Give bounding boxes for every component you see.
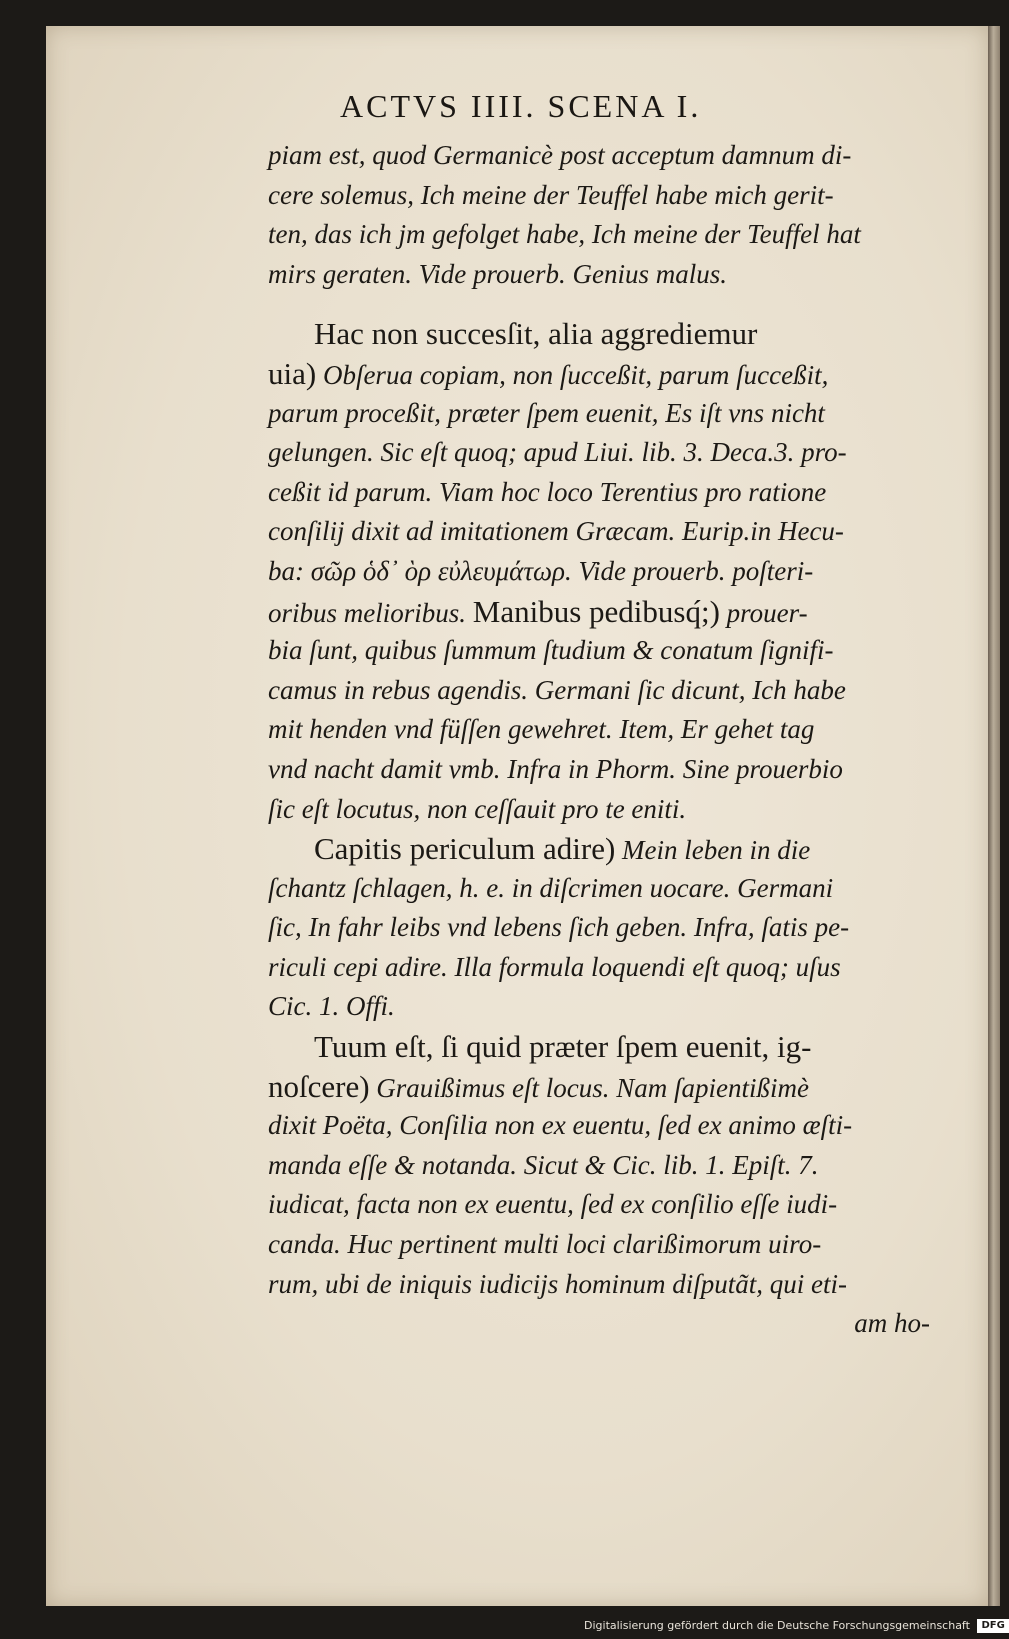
commentary-text: mit henden vnd füſſen gewehret. Item, Er gehet tag [268,714,815,745]
page-gutter [988,26,1000,1606]
credit-text: Digitalisierung gefördert durch die Deutsche Forschungsgemeinschaft [584,1619,970,1632]
text-line [268,790,948,830]
text-line [268,710,948,750]
commentary-text: Mein leben in die [615,835,811,866]
text-line [268,1304,948,1344]
text-line [268,394,948,434]
text-line [268,433,948,473]
commentary-text: ba: σῶρ ὁδ᾽ ὸρ εὐλευμάτωρ. Vide prouerb. poſteri- [268,555,814,586]
text-body [268,136,948,1344]
text-line [268,631,948,671]
text-line [268,829,948,869]
commentary-text: conſilij dixit ad imitationem Græcam. Eurip.in Hecu- [268,516,844,547]
text-line [268,136,948,176]
commentary-text: ſic, In fahr leibs vnd lebens ſich geben. Infra, ſatis pe- [268,912,850,943]
commentary-text: ſic eſt locutus, non ceſſauit pro te eniti. [268,793,687,824]
text-line [268,512,948,552]
commentary-text: cere solemus, Ich meine der Teuffel habe mich gerit- [268,179,834,210]
commentary-text: iudicat, facta non ex euentu, ſed ex conſilio eſſe iudi- [268,1189,838,1220]
commentary-text: gelungen. Sic eſt quoq; apud Liui. lib. 3. Deca.3. pro- [268,437,847,468]
commentary-text: mirs geraten. Vide prouerb. Genius malus. [268,258,727,289]
text-line [268,948,948,988]
text-line [268,987,948,1027]
commentary-text: oribus melioribus. [268,597,473,628]
commentary-text: Grauißimus eſt locus. Nam ſapientißimè [369,1072,810,1103]
text-line [268,473,948,513]
commentary-text: canda. Huc pertinent multi loci clarißimorum uiro- [268,1229,822,1260]
text-line [268,750,948,790]
text-line [268,1225,948,1265]
text-line [268,354,948,394]
lemma-text: uia) [268,355,317,391]
text-line [268,1067,948,1107]
commentary-text: vnd nacht damit vmb. Infra in Phorm. Sine prouerbio [268,753,843,784]
commentary-text: bia ſunt, quibus ſummum ſtudium & conatum ſignifi- [268,635,834,666]
text-line [268,314,948,354]
commentary-text: dixit Poëta, Conſilia non ex euentu, ſed ex animo æſti- [268,1110,853,1141]
commentary-text: ſchantz ſchlagen, h. e. in diſcrimen uocare. Germani [268,872,834,903]
commentary-text: parum proceßit, præter ſpem euenit, Es iſt vns nicht [268,397,825,428]
commentary-text: riculi cepi adire. Illa formula loquendi eſt quoq; uſus [268,951,841,982]
commentary-text: ceßit id parum. Viam hoc loco Terentius pro ratione [268,476,827,507]
text-line [268,671,948,711]
lemma-text: Manibus pedibusq́;) [472,593,720,629]
lemma-text: Capitis periculum adire) [314,831,616,867]
commentary-text: Obſerua copiam, non ſucceßit, parum ſucceßit, [316,359,829,390]
text-line [268,1146,948,1186]
text-line [268,1027,948,1067]
lemma-text: noſcere) [268,1068,370,1104]
lemma-text: Tuum eſt, ſi quid præter ſpem euenit, ig- [314,1029,812,1065]
commentary-text: rum, ubi de iniquis iudicijs hominum diſputãt, qui eti- [268,1268,847,1299]
text-line [268,215,948,255]
text-line [268,255,948,295]
lemma-text: Hac non succesſit, alia aggrediemur [314,316,758,352]
commentary-text: camus in rebus agendis. Germani ſic dicunt, Ich habe [268,674,846,705]
text-line [268,1265,948,1305]
commentary-text: prouer- [719,597,808,628]
commentary-text: manda eſſe & notanda. Sicut & Cic. lib. 1. Epiſt. 7. [268,1149,819,1180]
commentary-text: Cic. 1. Offi. [268,991,395,1022]
text-line [268,1185,948,1225]
commentary-text: piam est, quod Germanicè post acceptum damnum di- [268,140,852,170]
text-line [268,176,948,216]
running-header: ACTVS IIII. SCENA I. [340,88,702,124]
text-line [268,908,948,948]
commentary-text: am ho- [854,1308,930,1339]
text-line [268,552,948,592]
dfg-logo: DFG [977,1619,1008,1633]
text-line [268,1106,948,1146]
commentary-text: ten, das ich jm gefolget habe, Ich meine der Teuffel hat [268,219,861,250]
text-line [268,592,948,632]
text-line [268,869,948,909]
digitization-credit [584,1617,1009,1635]
